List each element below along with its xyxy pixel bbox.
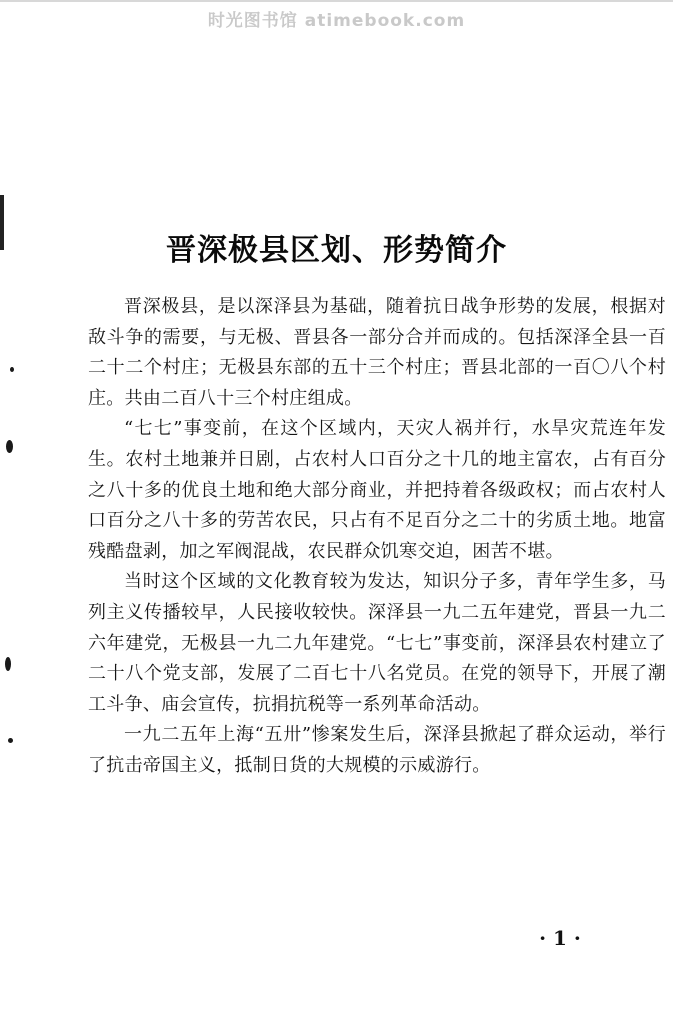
watermark: 时光图书馆 atimebook.com	[207, 11, 466, 31]
page-title: 晋深极县区划、形势简介	[166, 233, 507, 269]
margin-blot	[6, 440, 13, 453]
top-border-line	[0, 0, 673, 2]
margin-speck	[8, 738, 13, 743]
paragraph: 当时这个区域的文化教育较为发达，知识分子多，青年学生多，马列主义传播较早，人民接收较快。深泽县一九二五年建党，晋县一九二六年建党，无极县一九二九年建党。“七七”事变前，深泽县农村建立了二十八个党支部，发展了二百七十八名党员。在党的领导下，开展了潮工斗争、庙会宣传，抗捐抗税等一系列革命活动。	[88, 571, 666, 715]
article-body	[88, 292, 666, 782]
paragraph: “七七”事变前，在这个区域内，天灾人祸并行，水旱灾荒连年发生。农村土地兼并日剧，占农村人口百分之十几的地主富农，占有百分之八十多的优良土地和绝大部分商业，并把持着各级政权；而占农村人口百分之八十多的劳苦农民，只占有不足百分之二十的劣质土地。地富残酷盘剥，加之军阀混战，农民群众饥寒交迫，困苦不堪。	[88, 418, 666, 562]
paragraph: 一九二五年上海“五卅”惨案发生后，深泽县掀起了群众运动，举行了抗击帝国主义，抵制日货的大规模的示威游行。	[88, 724, 666, 776]
margin-speck	[10, 367, 14, 372]
page-number: · 1 ·	[539, 926, 581, 950]
margin-blot	[5, 657, 11, 671]
paragraph: 晋深极县，是以深泽县为基础，随着抗日战争形势的发展，根据对敌斗争的需要，与无极、晋县各一部分合并而成的。包括深泽全县一百二十二个村庄；无极县东部的五十三个村庄；晋县北部的一百〇八个村庄。共由二百八十三个村庄组成。	[88, 296, 666, 409]
